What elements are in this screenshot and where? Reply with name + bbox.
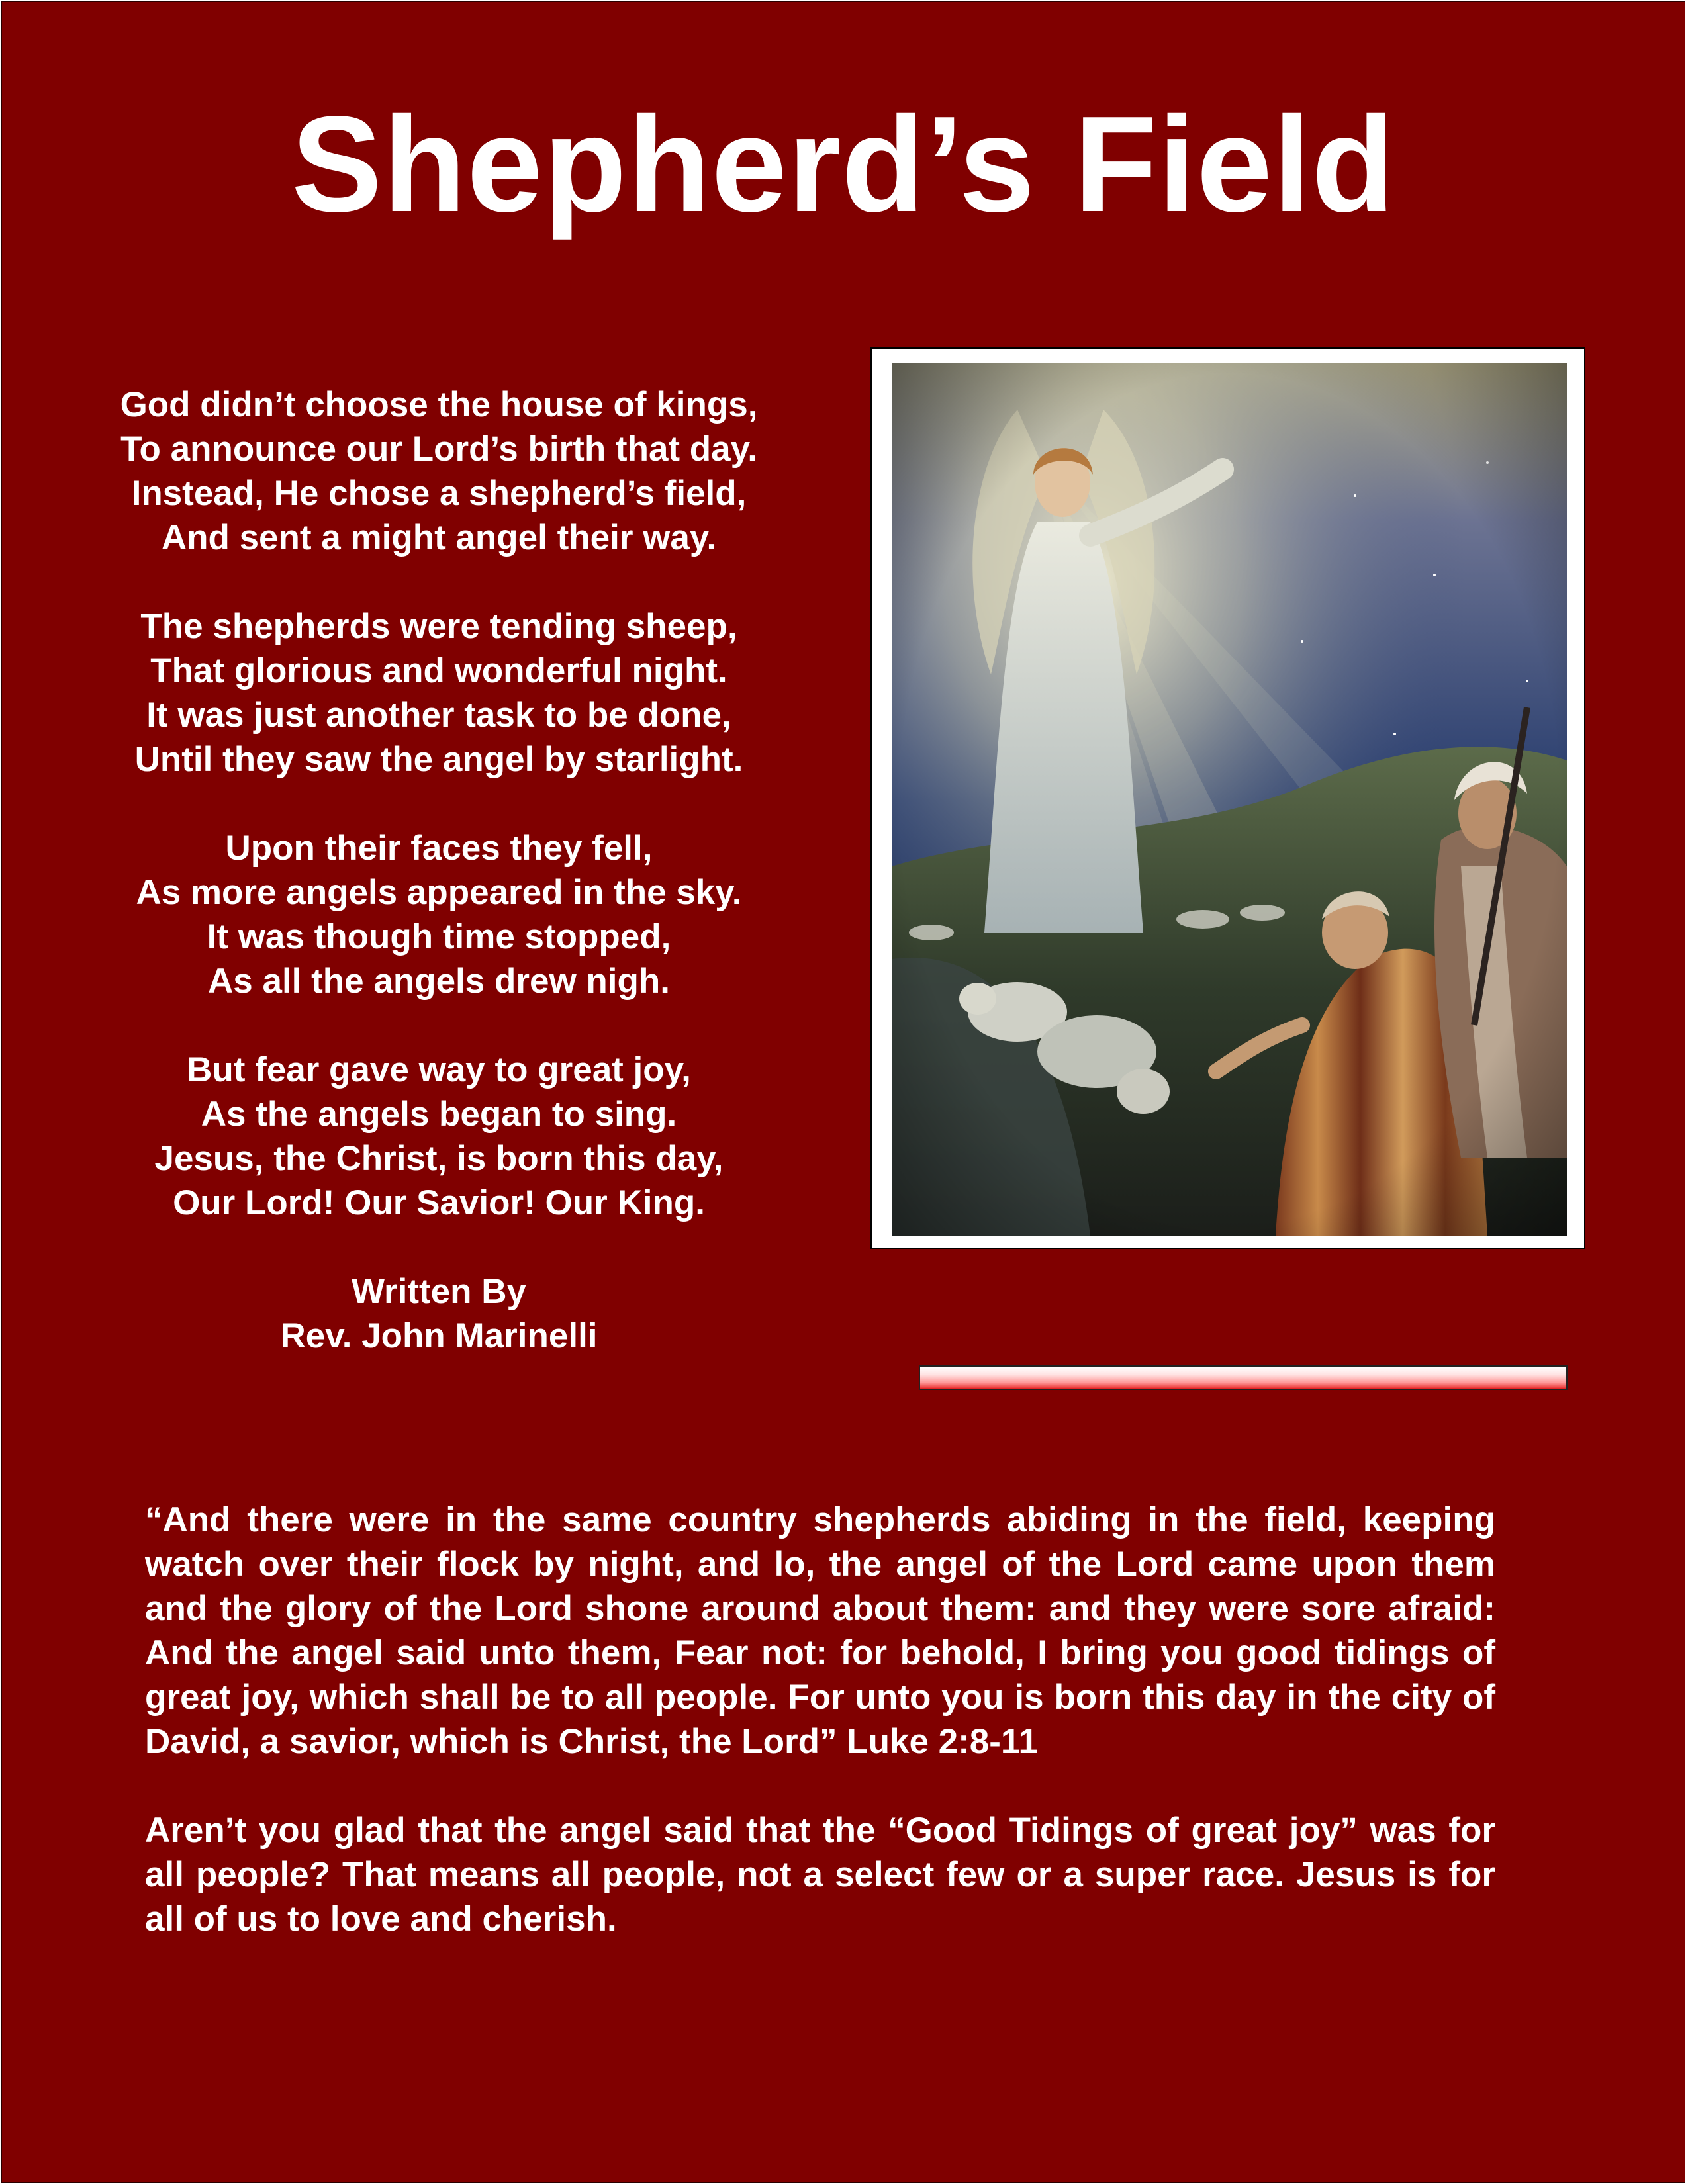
angel-shepherds-painting xyxy=(892,363,1567,1236)
byline-written-by: Written By xyxy=(351,1272,527,1311)
poem-line: That glorious and wonderful night. xyxy=(150,651,727,690)
poem-line: As all the angels drew nigh. xyxy=(208,962,670,1001)
poem-line: Jesus, the Christ, is born this day, xyxy=(154,1139,724,1178)
poem-line: It was though time stopped, xyxy=(207,917,671,956)
poem-stanza-2 xyxy=(42,604,836,782)
poem-line: It was just another task to be done, xyxy=(146,696,731,735)
poem-line: To announce our Lord’s birth that day. xyxy=(120,430,757,469)
decorative-gradient-bar xyxy=(919,1365,1568,1390)
scripture-section xyxy=(145,1498,1495,1985)
poem xyxy=(42,383,836,1358)
poem-stanza-1 xyxy=(42,383,836,560)
scripture-quote: “And there were in the same country shepherds abiding in the field, keeping watch over their flock by night, and lo, the angel of the Lord came upon them and the glory of the Lord shone around about them: and they were sore afraid: And the angel said unto them, Fear not: for behold, I bring you good tidings of great joy, which shall be to all people. For unto you is born this day in the city of David, a savior, which is Christ, the Lord” Luke 2:8-11 xyxy=(145,1500,1495,1761)
byline-author: Rev. John Marinelli xyxy=(280,1316,598,1355)
reflection-paragraph: Aren’t you glad that the angel said that the “Good Tidings of great joy” was for all people? That means all people, not a select few or a super race. Jesus is for all of us to love and cherish. xyxy=(145,1811,1495,1938)
page-title: Shepherd’s Field xyxy=(291,88,1396,240)
poem-stanza-3 xyxy=(42,826,836,1003)
poem-line: But fear gave way to great joy, xyxy=(187,1050,691,1089)
picture-frame xyxy=(870,347,1585,1249)
poem-line: Upon their faces they fell, xyxy=(225,829,653,868)
poem-line: As the angels began to sing. xyxy=(201,1095,677,1134)
poem-line: Our Lord! Our Savior! Our King. xyxy=(173,1183,705,1222)
poem-line: The shepherds were tending sheep, xyxy=(140,607,737,646)
poem-line: Instead, He chose a shepherd’s field, xyxy=(131,474,747,513)
byline xyxy=(42,1269,836,1358)
page xyxy=(1,1,1685,2183)
poem-stanza-4 xyxy=(42,1048,836,1225)
poem-line: As more angels appeared in the sky. xyxy=(136,873,742,912)
poem-line: Until they saw the angel by starlight. xyxy=(134,740,743,779)
poem-line: And sent a might angel their way. xyxy=(161,518,717,557)
poem-line: God didn’t choose the house of kings, xyxy=(120,385,758,424)
